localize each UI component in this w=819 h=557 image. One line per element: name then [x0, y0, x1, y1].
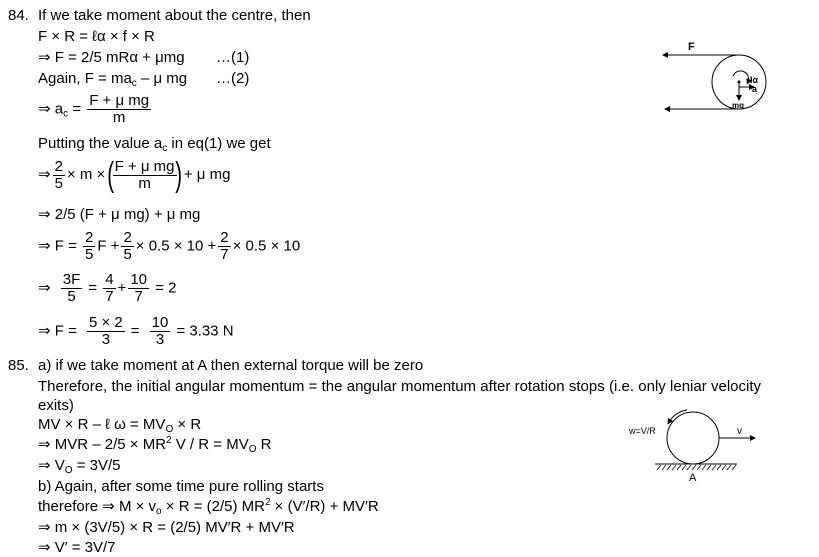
equation-line: MV × R – ℓ $\omega = MV_O \times R$	[38, 416, 202, 435]
equation-line: therefore ⇒ $M \times v_o \times R = (2/5) MR^2 \times (V'/R) + MV'R$	[38, 497, 379, 517]
force-diagram	[660, 35, 770, 115]
equation-line: ⇒ $\frac{2}{5}$ × m ×( $\frac{\text{F + μ mg}}{m}$ ) + μ mg	[38, 156, 231, 194]
svg-text:F: F	[688, 41, 695, 53]
equation-line: ⇒ F = $\frac{2}{5}$ F + $\frac{2}{5}$ × 0.5 × 10 + $\frac{2}{7}$ × 0.5 × 10	[38, 229, 301, 263]
text-paragraph: Therefore, the initial angular momentum = the angular momentum after rotation stops (i.e. only leniar velocity exits)	[38, 378, 761, 414]
equation-line: ⇒ 2/5 (F + μ mg) + μ mg	[38, 206, 201, 223]
svg-text:w=V/R: w=V/R	[629, 426, 656, 436]
equation-line: ⇒ V′ = 3V/7	[38, 539, 116, 556]
equation-line: ⇒ $a_c$ = $\frac{\text{F + μ mg}}{m}$	[38, 92, 150, 126]
equation-tag: …(1)	[216, 49, 250, 66]
text-line: If we take moment about the centre, then	[38, 7, 311, 24]
svg-text:Iα: Iα	[750, 75, 759, 85]
svg-text:a: a	[752, 84, 758, 94]
equation-line: ⇒ F = 2/5 mRα + μmg …(1)	[38, 49, 250, 66]
svg-text:A: A	[689, 472, 697, 483]
text-line: b) Again, after some time pure rolling starts	[38, 478, 324, 495]
equation-line: ⇒ MVR – $2/5 \times MR^2$ $V / R = MV_O$ R	[38, 435, 272, 455]
svg-text:mg: mg	[732, 101, 744, 110]
equation-tag: …(2)	[216, 70, 250, 87]
equation-line: ⇒ m × (3V/5) × R = (2/5) MV′R + MV′R	[38, 519, 295, 536]
problem-number: 84.	[8, 7, 29, 24]
fraction: $\frac{\text{F + μ mg}}{m}$	[89, 92, 150, 126]
equation-line: ⇒ $\frac{3F}{5}$ = $\frac{4}{7}$ + $\frac{10}{7}$ = 2	[38, 271, 177, 305]
svg-text:v: v	[737, 426, 742, 437]
equation-line: ⇒ $V_O = 3V/5$	[38, 457, 121, 476]
text-line: a) if we take moment at A then external torque will be zero	[38, 357, 424, 374]
problem-number: 85.	[8, 357, 29, 374]
equation-line: Again, $F = ma_c - \mu$ mg …(2)	[38, 70, 250, 89]
equation-line: F × R = ℓα × f × R	[38, 28, 155, 45]
equation-line: ⇒ F = $\frac{5 \times 2}{3}$ = $\frac{10}{3}$ = 3.33 N	[38, 314, 234, 348]
text-line: Putting the value $a_c$ in eq(1) we get	[38, 135, 271, 154]
rolling-ball-diagram	[625, 408, 765, 483]
